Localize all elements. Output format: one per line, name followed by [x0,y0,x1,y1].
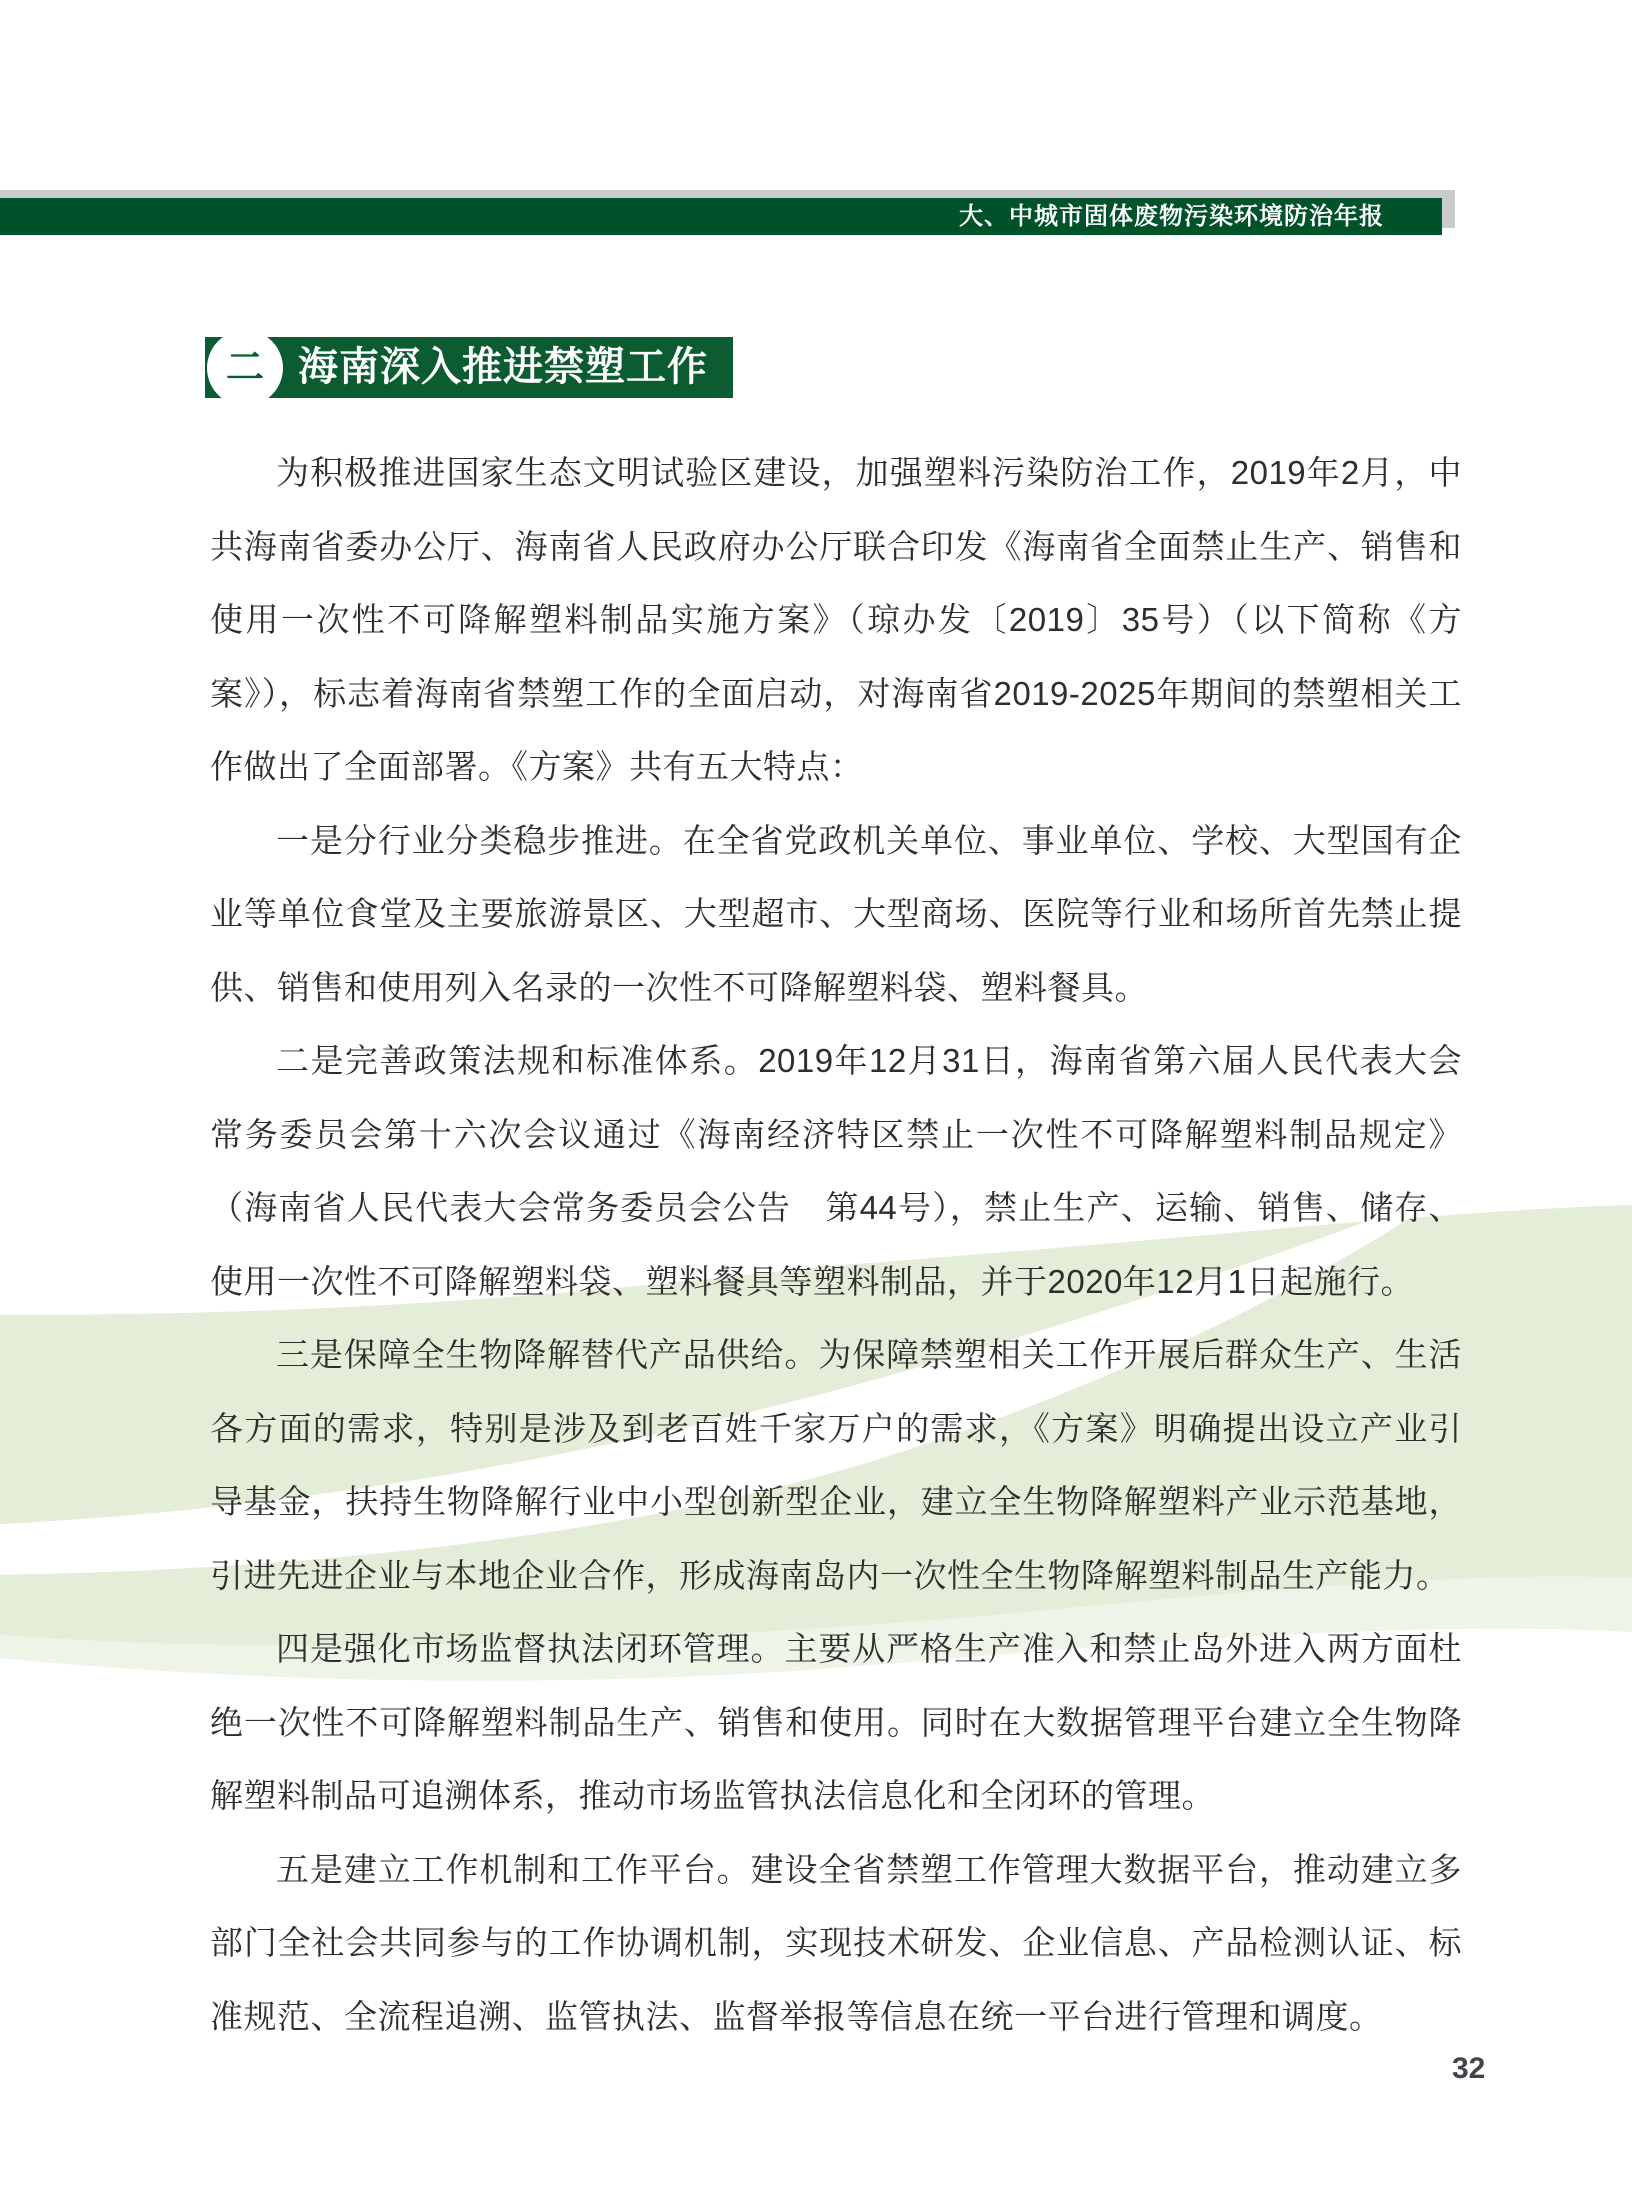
section-title-banner [205,337,733,398]
section-badge-circle [207,330,283,406]
section-badge-label: 二 [225,347,264,389]
page-number: 32 [1452,2052,1486,2085]
paragraph-point-4: 四是强化市场监督执法闭环管理。主要从严格生产准入和禁止岛外进入两方面杜绝一次性不可降解塑料制品生产、销售和使用。同时在大数据管理平台建立全生物降解塑料制品可追溯体系，推动市场监管执法信息化和全闭环的管理。 [210,1630,1462,1814]
paragraph-point-5: 五是建立工作机制和工作平台。建设全省禁塑工作管理大数据平台，推动建立多部门全社会共同参与的工作协调机制，实现技术研发、企业信息、产品检测认证、标准规范、全流程追溯、监管执法、监督举报等信息在统一平台进行管理和调度。 [210,1850,1462,2035]
body-text [210,436,1462,2053]
section-title: 海南深入推进禁塑工作 [298,345,708,389]
paragraph-point-2: 二是完善政策法规和标准体系。2019年12月31日，海南省第六届人民代表大会常务委员会第十六次会议通过《海南经济特区禁止一次性不可降解塑料制品规定》（海南省人民代表大会常务委员会公告 第44号），禁止生产、运输、销售、储存、使用一次性不可降解塑料袋、塑料餐具等塑料制品，并于2020年12月1日起施行。 [210,1042,1462,1300]
header-title: 大、中城市固体废物污染环境防治年报 [959,203,1384,230]
paragraph-intro: 为积极推进国家生态文明试验区建设，加强塑料污染防治工作，2019年2月，中共海南省委办公厅、海南省人民政府办公厅联合印发《海南省全面禁止生产、销售和使用一次性不可降解塑料制品实施方案》（琼办发〔2019〕35号）（以下简称《方案》），标志着海南省禁塑工作的全面启动，对海南省2019-2025年期间的禁塑相关工作做出了全面部署。《方案》共有五大特点： [210,454,1462,785]
paragraph-point-1: 一是分行业分类稳步推进。在全省党政机关单位、事业单位、学校、大型国有企业等单位食堂及主要旅游景区、大型超市、大型商场、医院等行业和场所首先禁止提供、销售和使用列入名录的一次性不可降解塑料袋、塑料餐具。 [210,821,1462,1006]
header-bar [0,198,1442,235]
paragraph-point-3: 三是保障全生物降解替代产品供给。为保障禁塑相关工作开展后群众生产、生活各方面的需求，特别是涉及到老百姓千家万户的需求，《方案》明确提出设立产业引导基金，扶持生物降解行业中小型创新型企业，建立全生物降解塑料产业示范基地，引进先进企业与本地企业合作，形成海南岛内一次性全生物降解塑料制品生产能力。 [210,1336,1462,1594]
